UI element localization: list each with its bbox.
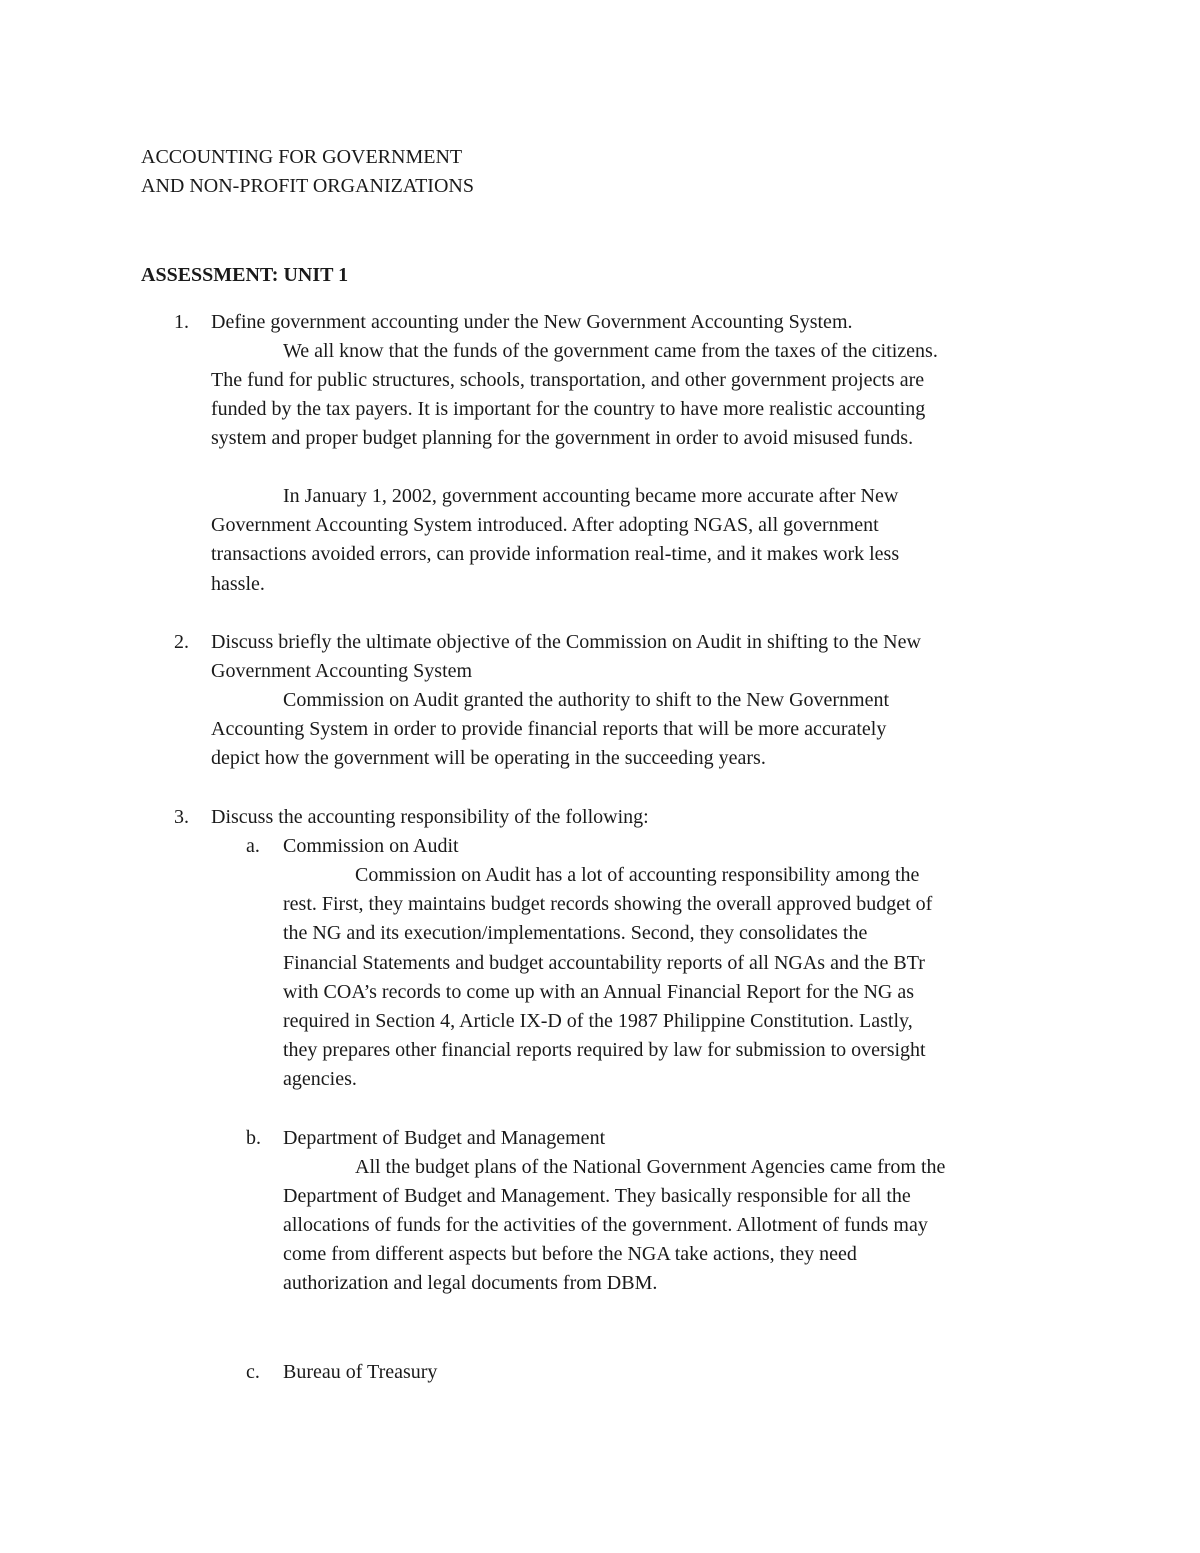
- q3b-answer-line: allocations of funds for the activities of the government. Allotment of funds may: [283, 1214, 928, 1236]
- q1-question: Define government accounting under the New Government Accounting System.: [211, 311, 853, 333]
- q2-answer-line: Commission on Audit granted the authority to shift to the New Government: [283, 689, 890, 711]
- q2-question-line: Government Accounting System: [211, 660, 473, 682]
- q2-answer-line: depict how the government will be operating in the succeeding years.: [211, 747, 766, 769]
- q3c-label: Bureau of Treasury: [283, 1361, 438, 1383]
- q1-para2-line: In January 1, 2002, government accounting became more accurate after New: [283, 485, 899, 507]
- q3b-answer-line: Department of Budget and Management. They basically responsible for all the: [283, 1185, 911, 1207]
- q1-para2-line: transactions avoided errors, can provide information real-time, and it makes work less: [211, 543, 900, 565]
- q3a-answer-line: Commission on Audit has a lot of accounting responsibility among the: [355, 864, 920, 886]
- q3a-answer-line: they prepares other financial reports required by law for submission to oversight: [283, 1039, 926, 1061]
- q3b-answer-line: come from different aspects but before the NGA take actions, they need: [283, 1243, 857, 1265]
- q3a-answer-line: required in Section 4, Article IX-D of the 1987 Philippine Constitution. Lastly,: [283, 1010, 913, 1032]
- q3b-label: Department of Budget and Management: [283, 1127, 606, 1149]
- q3a-marker: a.: [246, 835, 260, 857]
- q3a-label: Commission on Audit: [283, 835, 459, 857]
- q3b-answer-line: authorization and legal documents from DBM.: [283, 1272, 658, 1294]
- q3b-answer-line: All the budget plans of the National Government Agencies came from the: [355, 1156, 946, 1178]
- q3c-marker: c.: [246, 1361, 260, 1383]
- q3a-answer-line: with COA’s records to come up with an Annual Financial Report for the NG as: [283, 981, 914, 1003]
- q1-para1-line: We all know that the funds of the government came from the taxes of the citizens.: [283, 340, 938, 362]
- q1-para2-line: hassle.: [211, 573, 265, 595]
- q3a-answer-line: agencies.: [283, 1068, 357, 1090]
- q2-question-line: Discuss briefly the ultimate objective of the Commission on Audit in shifting to the New: [211, 631, 921, 653]
- q1-para1-line: The fund for public structures, schools, transportation, and other government projects are: [211, 369, 925, 391]
- q3-marker: 3.: [174, 806, 189, 828]
- title-line-2: AND NON-PROFIT ORGANIZATIONS: [141, 175, 474, 197]
- title-line-1: ACCOUNTING FOR GOVERNMENT: [141, 146, 463, 168]
- q3a-answer-line: Financial Statements and budget accountability reports of all NGAs and the BTr: [283, 952, 925, 974]
- assessment-heading: ASSESSMENT: UNIT 1: [141, 264, 349, 286]
- q1-para1-line: system and proper budget planning for the government in order to avoid misused funds.: [211, 427, 914, 449]
- q3-question: Discuss the accounting responsibility of the following:: [211, 806, 649, 828]
- q2-marker: 2.: [174, 631, 189, 653]
- q2-answer-line: Accounting System in order to provide financial reports that will be more accurately: [211, 718, 887, 740]
- q1-para2-line: Government Accounting System introduced. After adopting NGAS, all government: [211, 514, 879, 536]
- q3b-marker: b.: [246, 1127, 261, 1149]
- q3a-answer-line: rest. First, they maintains budget records showing the overall approved budget of: [283, 893, 933, 915]
- q3a-answer-line: the NG and its execution/implementations. Second, they consolidates the: [283, 922, 868, 944]
- q1-marker: 1.: [174, 311, 189, 333]
- q1-para1-line: funded by the tax payers. It is important for the country to have more realistic accounting: [211, 398, 926, 420]
